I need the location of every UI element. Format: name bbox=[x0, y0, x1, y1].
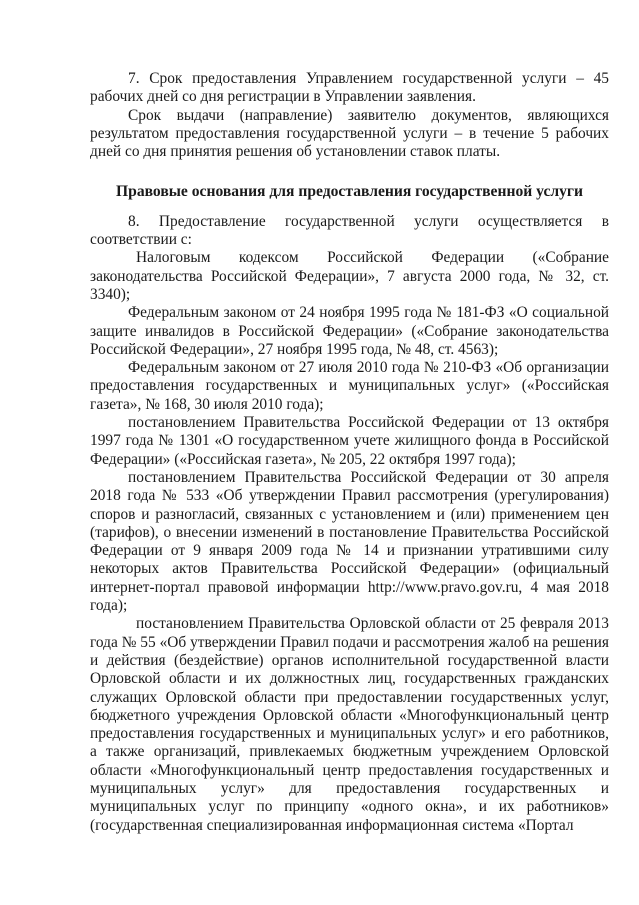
paragraph-resolution-1301: постановлением Правительства Российской Федерации от 13 октября 1997 года № 1301 «О государственном учете жилищного фонда в Российской Федерации» («Российская газета», № 205, 22 октября 1997 года); bbox=[90, 414, 609, 468]
section-heading: Правовые основания для предоставления государственной услуги bbox=[116, 183, 583, 201]
paragraph-law-181: Федеральным законом от 24 ноября 1995 года № 181-ФЗ «О социальной защите инвалидов в Российской Федерации» («Собрание законодательства Российской Федерации», 27 ноября 1995 года, № 48, ст. 4563); bbox=[90, 304, 609, 358]
paragraph-resolution-533: постановлением Правительства Российской Федерации от 30 апреля 2018 года № 533 «Об утверждении Правил рассмотрения (урегулирования) споров и разногласий, связанных с установлением и (или) применением цен (тарифов), о внесении изменений в постановление Правительства Российской Федерации от 9 января 2009 года № 14 и признании утратившими силу некоторых актов Правительства Российской Федерации» (официальный интернет-портал правовой информации http://www.pravo.gov.ru, 4 мая 2018 года); bbox=[90, 468, 609, 615]
paragraph-resolution-55: постановлением Правительства Орловской области от 25 февраля 2013 года № 55 «Об утверждении Правил подачи и рассмотрения жалоб на решения и действия (бездействие) органов исполнительной государственной власти Орловской области и их должностных лиц, государственных гражданских служащих Орловской области при предоставлении государственных услуг, бюджетного учреждения Орловской области «Многофункциональный центр предоставления государственных и муниципальных услуг» и его работников, а также организаций, привлекаемых бюджетным учреждением Орловской области «Многофункциональный центр предоставления государственных и муниципальных услуг» для предоставления государственных и муниципальных услуг по принципу «одного окна», и их работников» (государственная специализированная информационная система «Портал bbox=[90, 615, 609, 834]
paragraph-law-210: Федеральным законом от 27 июля 2010 года № 210-ФЗ «Об организации предоставления государственных и муниципальных услуг» («Российская газета», № 168, 30 июля 2010 года); bbox=[90, 359, 609, 413]
paragraph-issuance-term: Срок выдачи (направление) заявителю документов, являющихся результатом предоставления государственной услуги – в течение 5 рабочих дней со дня принятия решения об установлении ставок платы. bbox=[90, 106, 609, 161]
paragraph-tax-code: Налоговым кодексом Российской Федерации («Собрание законодательства Российской Федерации», 7 августа 2000 года, № 32, ст. 3340); bbox=[90, 249, 609, 303]
paragraph-7-term: 7. Срок предоставления Управлением государственной услуги – 45 рабочих дней со дня регистрации в Управлении заявления. bbox=[90, 70, 609, 106]
paragraph-8-intro: 8. Предоставление государственной услуги осуществляется в соответствии с: bbox=[90, 212, 609, 249]
